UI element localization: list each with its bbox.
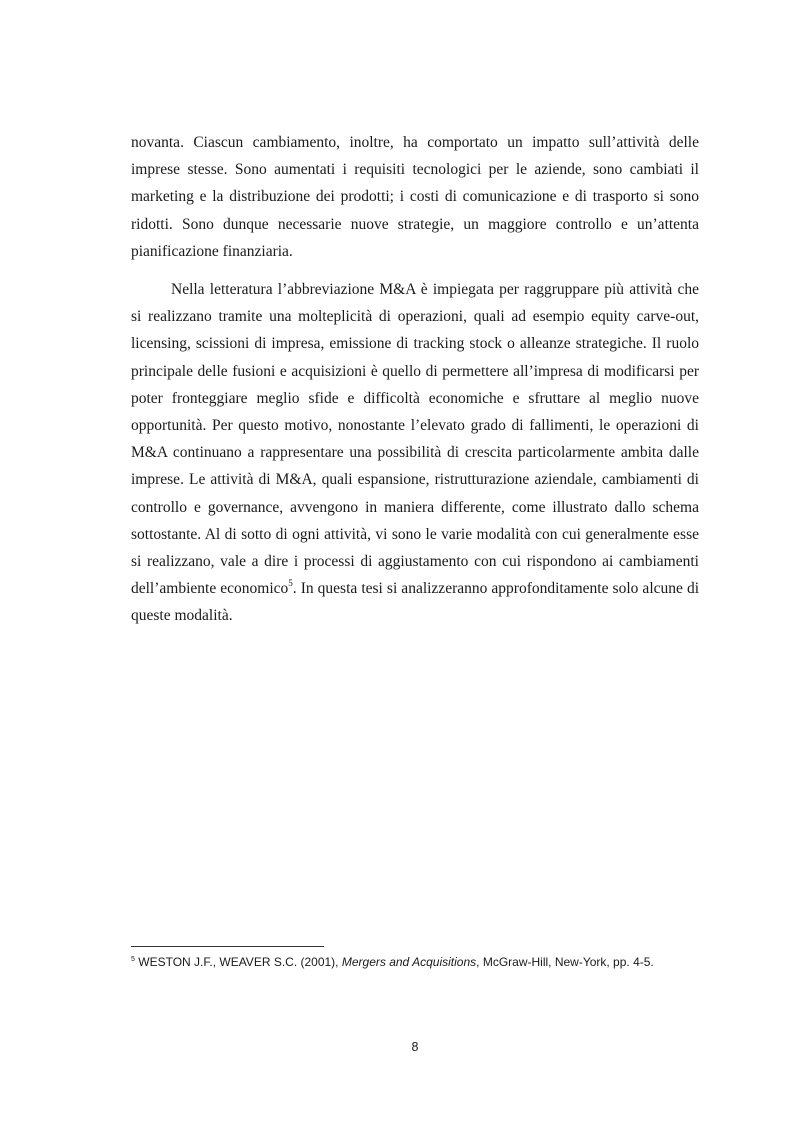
body-text — [131, 129, 699, 630]
footnote-reference[interactable]: 5 — [288, 578, 293, 589]
paragraph-2-text-after-ref: . In questa tesi si analizzeranno approfonditamente solo alcune di queste modalità. — [131, 580, 699, 625]
footnote-separator — [131, 946, 324, 947]
paragraph-2 — [131, 276, 699, 630]
paragraph-1-text: novanta. Ciascun cambiamento, inoltre, ha comportato un impatto sull’attività delle imprese stesse. Sono aumentati i requisiti tecnologici per le aziende, sono cambiati il marketing e la distribuzione dei prodotti; i costi di comunicazione e di trasporto si sono ridotti. Sono dunque necessarie nuove strategie, un maggiore controllo e un’attenta pianificazione finanziaria. — [131, 134, 699, 260]
footnote — [131, 954, 711, 970]
page-number: 8 — [411, 1040, 419, 1054]
footnote-authors: WESTON J.F., WEAVER S.C. (2001), — [138, 955, 342, 969]
paragraph-2-text-before-ref: Nella letteratura l’abbreviazione M&A è impiegata per raggruppare più attività che si realizzano tramite una molteplicità di operazioni, quali ad esempio equity carve-out, licensing, scissioni di impresa, emissione di tracking stock o alleanze strategiche. Il ruolo principale delle fusioni e acquisizioni è quello di permettere all’impresa di modificarsi per poter fronteggiare meglio sfide e difficoltà economiche e sfruttare al meglio nuove opportunità. Per questo motivo, nonostante l’elevato grado di fallimenti, le operazioni di M&A continuano a rappresentare una possibilità di crescita particolarmente ambita dalle imprese. Le attività di M&A, quali espansione, ristrutturazione aziendale, cambiamenti di controllo e governance, avvengono in maniera differente, come illustrato dallo schema sottostante. Al di sotto di ogni attività, vi sono le varie modalità con cui generalmente esse si realizzano, vale a dire i processi di aggiustamento con cui rispondono ai cambiamenti dell’ambiente economico — [131, 281, 699, 598]
paragraph-1 — [131, 129, 699, 265]
footnote-details: , McGraw-Hill, New-York, pp. 4-5. — [476, 955, 654, 969]
footnote-title: Mergers and Acquisitions — [341, 955, 477, 969]
footnote-number: 5 — [131, 956, 135, 963]
